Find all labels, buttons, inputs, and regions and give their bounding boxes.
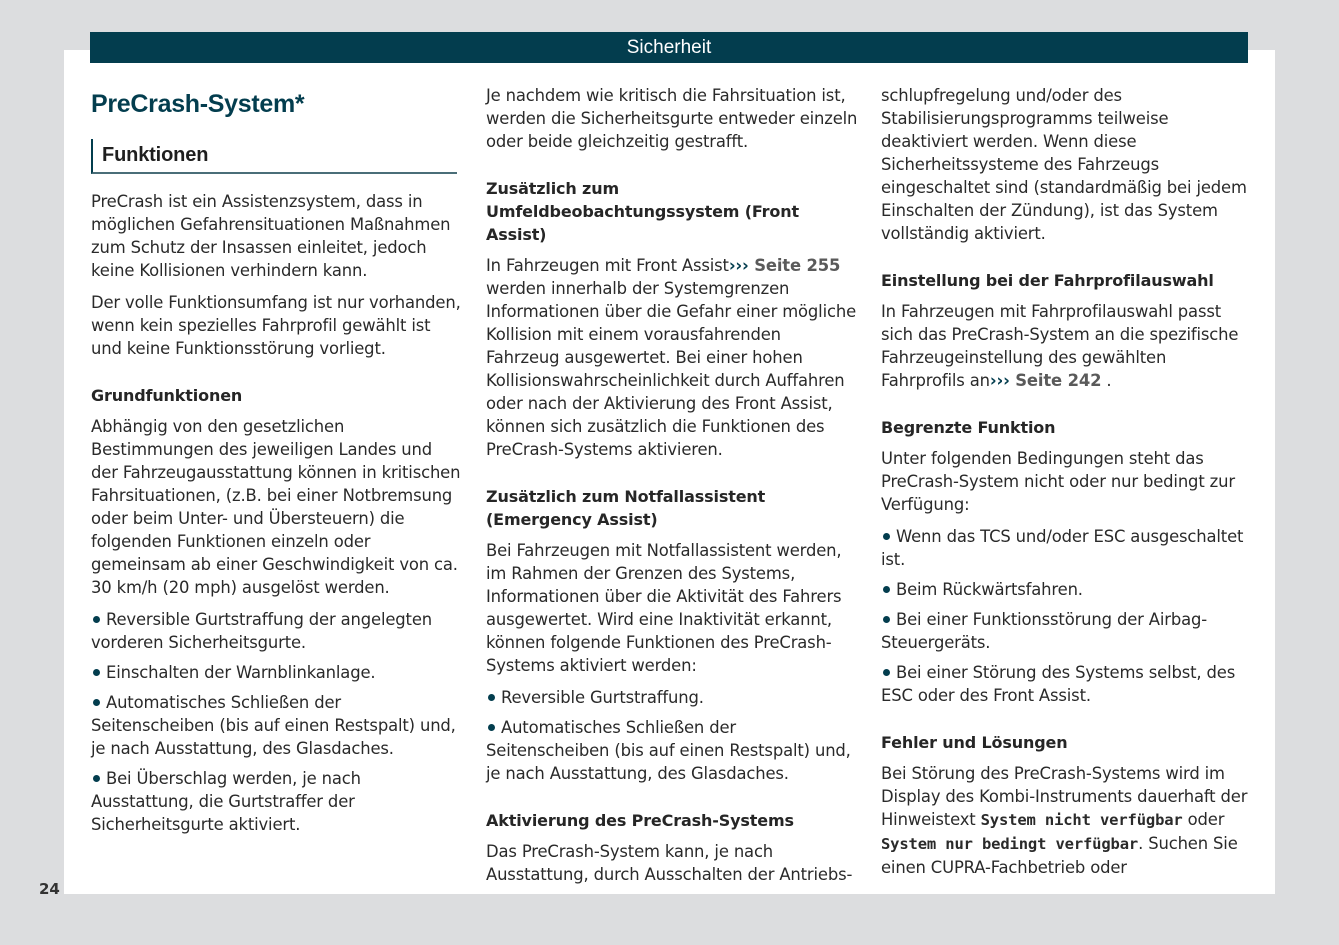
intro-paragraph-2: Der volle Funktionsumfang ist nur vorhanden, wenn kein spezielles Fahrprofil gewählt ist und keine Funktionsstörung vorliegt. xyxy=(91,293,461,358)
continuation-paragraph: schlupfregelung und/oder des Stabilisierungsprogramms teilweise deaktiviert werden. Wenn diese Sicherheitssysteme des Fahrzeugs eingeschaltet sind (standardmäßig bei jedem Einschalten der Zündung), ist das System vollständig aktiviert. xyxy=(881,86,1247,243)
column-1 xyxy=(91,84,463,845)
errors-heading: Fehler und Lösungen xyxy=(881,733,1068,752)
front-assist-heading: Zusätzlich zum Umfeldbeobachtungssystem (Front Assist) xyxy=(486,179,799,244)
list-item: Bei Überschlag werden, je nach Ausstattung, die Gurtstraffer der Sicherheitsgurte aktiviert. xyxy=(91,769,361,834)
bullet-icon xyxy=(93,775,100,782)
bullet-icon xyxy=(93,669,100,676)
page-reference-link-255[interactable]: ››› Seite 255 xyxy=(728,256,841,275)
list-item: Reversible Gurtstraffung. xyxy=(486,686,858,709)
bullet-icon xyxy=(883,616,890,623)
grundfunktionen-list xyxy=(91,608,463,836)
list-item: Bei einer Störung des Systems selbst, des ESC oder des Front Assist. xyxy=(881,663,1236,705)
list-item: Automatisches Schließen der Seitenscheiben (bis auf einen Restspalt) und, je nach Ausstattung, des Glasdaches. xyxy=(486,718,851,783)
page-title: PreCrash-System* xyxy=(91,90,305,118)
list-item: Wenn das TCS und/oder ESC ausgeschaltet ist. xyxy=(881,527,1244,569)
front-assist-paragraph: In Fahrzeugen mit Front Assist››› Seite 255 werden innerhalb der Systemgrenzen Informationen über die Gefahr einer mögliche Kollision mit einem vorausfahrenden Fahrzeug ausgewertet. Bei einer hohen Kollisionswahrscheinlichkeit durch Auffahren oder nach der Aktivierung des Front Assist, können sich zusätzlich die Funktionen des PreCrash-Systems aktivieren. xyxy=(486,256,857,459)
chevrons-right-icon: ››› xyxy=(728,256,749,275)
section-title: Sicherheit xyxy=(626,37,712,58)
bullet-icon xyxy=(883,533,890,540)
grundfunktionen-heading: Grundfunktionen xyxy=(91,386,243,405)
bullet-icon xyxy=(883,586,890,593)
column-2 xyxy=(486,84,858,895)
list-item: Automatisches Schließen der Seitenscheiben (bis auf einen Restspalt) und, je nach Ausstattung, des Glasdaches. xyxy=(91,693,456,758)
severity-paragraph: Je nachdem wie kritisch die Fahrsituation ist, werden die Sicherheitsgurte entweder einzeln oder beide gleichzeitig gestrafft. xyxy=(486,86,858,151)
chevrons-right-icon: ››› xyxy=(989,371,1010,390)
bullet-icon xyxy=(488,724,495,731)
limited-function-paragraph: Unter folgenden Bedingungen steht das PreCrash-System nicht oder nur bedingt zur Verfügung: xyxy=(881,449,1235,514)
list-item: Einschalten der Warnblinkanlage. xyxy=(91,661,463,684)
column-3 xyxy=(881,84,1253,888)
errors-paragraph: Bei Störung des PreCrash-Systems wird im Display des Kombi-Instruments dauerhaft der Hinweistext System nicht verfügbar oder System nur bedingt verfügbar. Suchen Sie einen CUPRA-Fachbetrieb oder xyxy=(881,764,1248,877)
bullet-icon xyxy=(883,669,890,676)
section-header xyxy=(90,32,1248,63)
page-reference-link-242[interactable]: ››› Seite 242 xyxy=(989,371,1102,390)
page-number: 24 xyxy=(39,880,60,898)
emergency-assist-heading: Zusätzlich zum Notfallassistent (Emergency Assist) xyxy=(486,487,766,529)
list-item: Bei einer Funktionsstörung der Airbag-Steuergeräts. xyxy=(881,610,1208,652)
bullet-icon xyxy=(93,616,100,623)
activation-heading: Aktivierung des PreCrash-Systems xyxy=(486,811,794,830)
bullet-icon xyxy=(93,699,100,706)
limited-function-heading: Begrenzte Funktion xyxy=(881,418,1056,437)
list-item: Reversible Gurtstraffung der angelegten vorderen Sicherheitsgurte. xyxy=(91,610,432,652)
grundfunktionen-paragraph: Abhängig von den gesetzlichen Bestimmungen des jeweiligen Landes und der Fahrzeugausstattung können in kritischen Fahrsituationen, (z.B. bei einer Notbremsung oder beim Unter- und Übersteuern) die folgenden Funktionen einzeln oder gemeinsam ab einer Geschwindigkeit von ca. 30 km/h (20 mph) ausgelöst werden. xyxy=(91,417,461,597)
list-item: Beim Rückwärtsfahren. xyxy=(881,578,1253,601)
intro-paragraph-1: PreCrash ist ein Assistenzsystem, dass in möglichen Gefahrensituationen Maßnahmen zum Schutz der Insassen einleitet, jedoch keine Kollisionen verhindern kann. xyxy=(91,192,451,280)
limited-function-list xyxy=(881,525,1253,707)
drive-profile-heading: Einstellung bei der Fahrprofilauswahl xyxy=(881,271,1214,290)
section-subtitle: Funktionen xyxy=(91,139,457,174)
emergency-assist-list xyxy=(486,686,858,785)
drive-profile-paragraph: In Fahrzeugen mit Fahrprofilauswahl passt sich das PreCrash-System an die spezifische Fahrzeugeinstellung des gewählten Fahrprofils an››› Seite 242 . xyxy=(881,302,1239,390)
display-message-not-available: System nicht verfügbar xyxy=(980,811,1183,829)
emergency-assist-paragraph: Bei Fahrzeugen mit Notfallassistent werden, im Rahmen der Grenzen des Systems, Informationen über die Aktivität des Fahrers ausgewertet. Wird eine Inaktivität erkannt, können folgende Funktionen des PreCrash-Systems aktiviert werden: xyxy=(486,541,842,675)
display-message-limited: System nur bedingt verfügbar xyxy=(881,835,1139,853)
activation-paragraph: Das PreCrash-System kann, je nach Ausstattung, durch Ausschalten der Antriebs- xyxy=(486,842,853,884)
bullet-icon xyxy=(488,694,495,701)
